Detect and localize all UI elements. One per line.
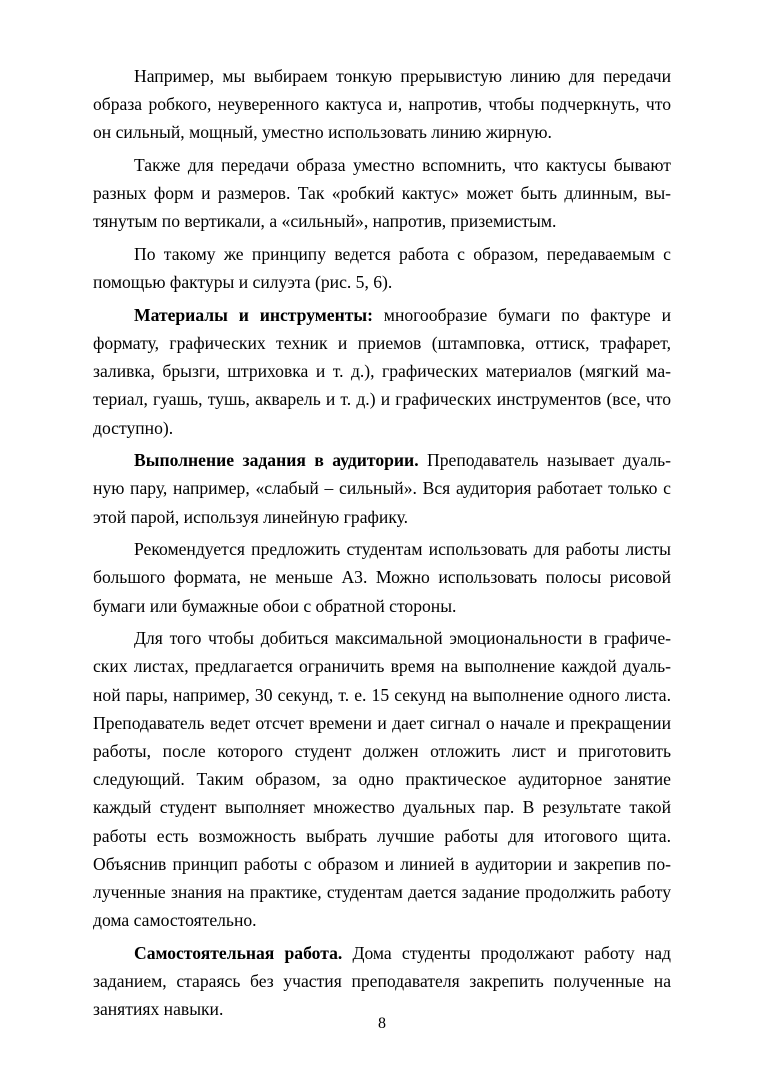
paragraph-text: Для того чтобы добиться максимальной эмоциональности в графических листах, предлагается ограничить время на выполнение каждой дуальной пары, например, 30 секунд, т. е. 15 секунд на выполнение одного листа. Преподаватель ведет отсчет времени и дает сигнал о начале и прекращении работы, после которого студент должен отложить лист и приготовить следующий. Таким образом, за одно практическое аудиторное занятие каждый студент выполняет множество дуальных пар. В результате такой работы есть возможность выбрать лучшие работы для итогового щита. Объяснив принцип работы с образом и линией в аудитории и закрепив полученные знания на практике, студентам дается задание продолжить работу дома самостоятельно.	[93, 628, 671, 931]
paragraph-text: Также для передачи образа уместно вспомнить, что кактусы бывают разных форм и размеров. Так «робкий кактус» может быть длинным, вытянутым по вертикали, а «сильный», напротив, приземистым.	[93, 155, 671, 232]
paragraph-text: Дома студенты продолжают работу над заданием, стараясь без участия преподавателя закрепить полученные на занятиях навыки.	[93, 942, 671, 1020]
paragraph-text: По такому же принципу ведется работа с образом, передаваемым с помощью фактуры и силуэта (рис. 5, 6).	[93, 244, 671, 293]
paragraph-3	[93, 240, 671, 296]
paragraph-independent-work	[93, 939, 671, 1024]
paragraph-heading: Материалы и инструменты:	[134, 304, 373, 325]
paragraph-1	[93, 62, 671, 147]
paragraph-classroom-task	[93, 446, 671, 531]
paragraph-text: Преподаватель называет дуальную пару, например, «слабый – сильный». Вся аудитория работает только с этой парой, используя линейную графику.	[93, 450, 671, 527]
paragraph-2	[93, 151, 671, 236]
paragraph-heading: Выполнение задания в аудитории.	[134, 450, 419, 471]
paragraph-text: Рекомендуется предложить студентам использовать для работы листы большого формата, не меньше А3. Можно использовать полосы рисовой бумаги или бумажные обои с обратной стороны.	[93, 539, 671, 616]
paragraph-text: Например, мы выбираем тонкую прерывистую линию для передачи образа робкого, неуверенного кактуса и, напротив, чтобы подчеркнуть, что он сильный, мощный, уместно использовать линию жирную.	[93, 66, 671, 143]
page-number: 8	[378, 1015, 386, 1032]
paragraph-6	[93, 535, 671, 620]
paragraph-7	[93, 624, 671, 934]
body-text	[93, 62, 671, 1028]
paragraph-materials	[93, 301, 671, 442]
paragraph-heading: Самостоятельная работа.	[134, 942, 343, 963]
paragraph-text: многообразие бумаги по фактуре и формату, графических техник и приемов (штамповка, оттиск, трафарет, заливка, брызги, штриховка и т. д.), графических материалов (мягкий материал, гуашь, тушь, акварель и т. д.) и графических инструментов (все, что доступно).	[93, 304, 671, 438]
